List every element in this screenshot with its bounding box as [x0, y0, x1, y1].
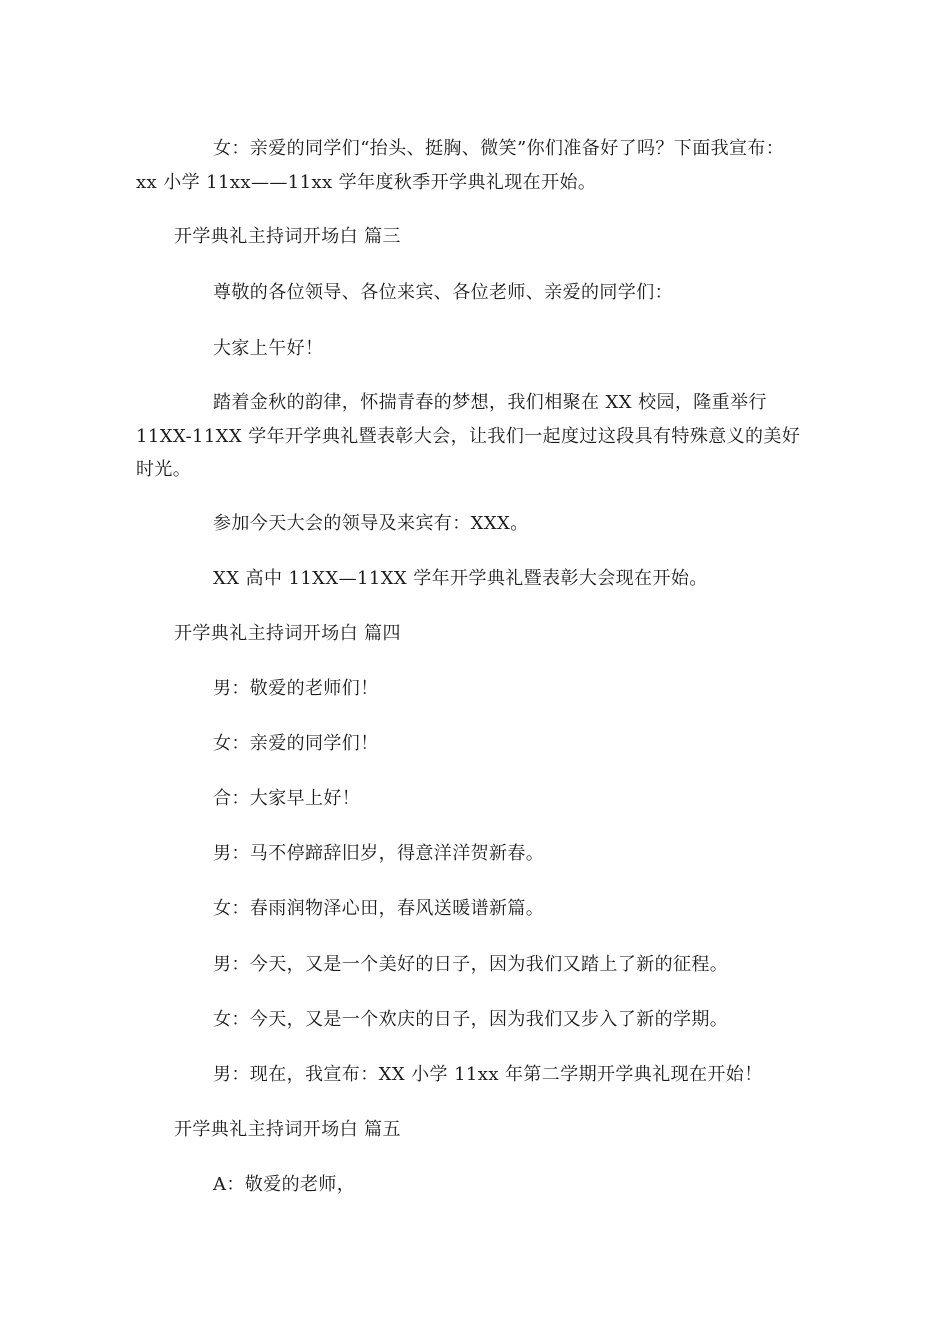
paragraph-line: 男：马不停蹄辞旧岁，得意洋洋贺新春。: [213, 843, 545, 864]
paragraph-line: XX 高中 11XX—11XX 学年开学典礼暨表彰大会现在开始。: [213, 568, 708, 589]
paragraph-line: 大家上午好！: [213, 338, 324, 359]
paragraph-line: 女：今天，又是一个欢庆的日子，因为我们又步入了新的学期。: [213, 1009, 729, 1030]
paragraph-line: 11XX-11XX 学年开学典礼暨表彰大会，让我们一起度过这段具有特殊意义的美好: [136, 426, 801, 447]
section-heading: 开学典礼主持词开场白 篇四: [174, 623, 401, 644]
paragraph-line: 尊敬的各位领导、各位来宾、各位老师、亲爱的同学们：: [213, 282, 673, 303]
paragraph-line: 参加今天大会的领导及来宾有：XXX。: [213, 513, 529, 534]
paragraph-line: xx 小学 11xx——11xx 学年度秋季开学典礼现在开始。: [136, 172, 597, 193]
section-heading: 开学典礼主持词开场白 篇五: [174, 1119, 401, 1140]
section-heading: 开学典礼主持词开场白 篇三: [174, 226, 401, 247]
paragraph-line: 时光。: [136, 459, 192, 480]
paragraph-line: 女：亲爱的同学们！: [213, 733, 379, 754]
paragraph-line: 女：亲爱的同学们“抬头、挺胸、微笑”你们准备好了吗？下面我宣布：: [213, 138, 785, 159]
paragraph-line: 合：大家早上好！: [213, 788, 361, 809]
paragraph-line: 女：春雨润物泽心田，春风送暖谱新篇。: [213, 898, 545, 919]
paragraph-line: 踏着金秋的韵律，怀揣青春的梦想，我们相聚在 XX 校园，隆重举行: [213, 392, 767, 413]
paragraph-line: 男：现在，我宣布：XX 小学 11xx 年第二学期开学典礼现在开始！: [213, 1064, 763, 1085]
paragraph-line: A：敬爱的老师，: [213, 1174, 356, 1195]
paragraph-line: 男：今天，又是一个美好的日子，因为我们又踏上了新的征程。: [213, 954, 729, 975]
paragraph-line: 男：敬爱的老师们！: [213, 678, 379, 699]
